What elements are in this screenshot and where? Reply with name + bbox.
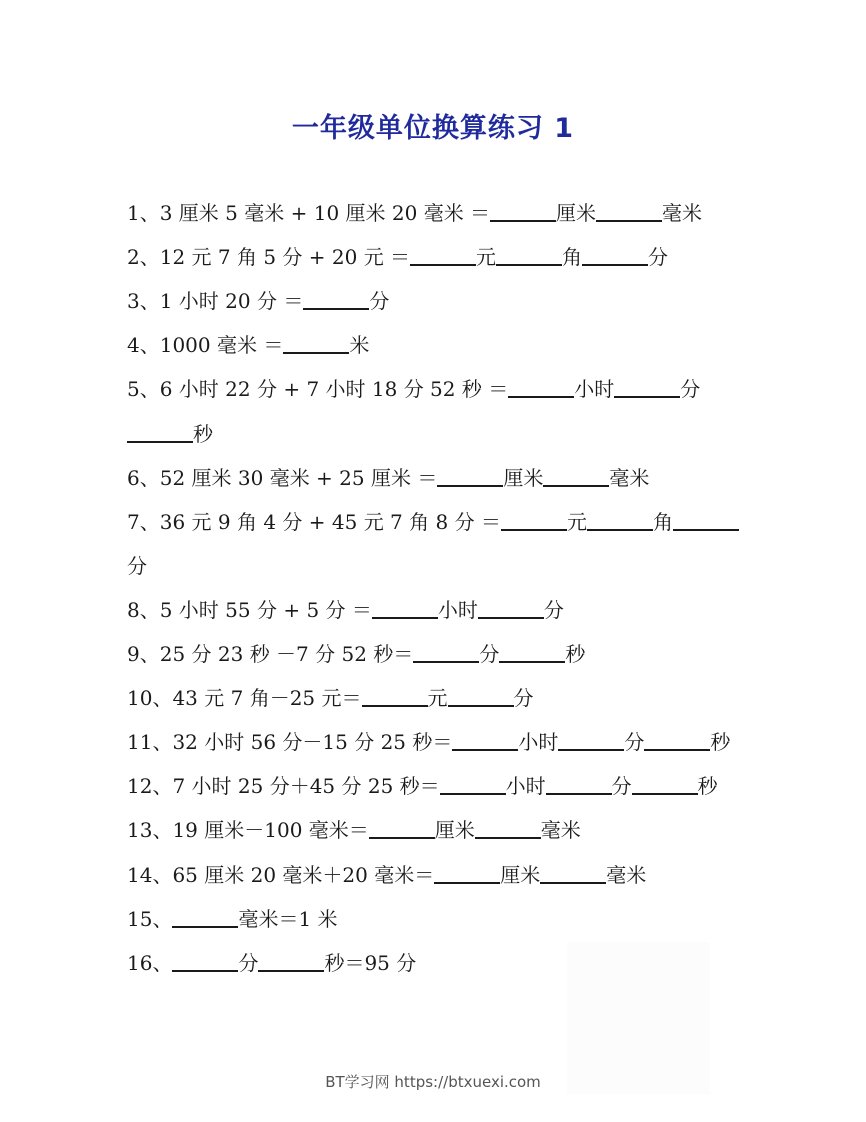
answer-blank[interactable]: [437, 465, 503, 487]
exercise-text: 毫米: [540, 818, 581, 843]
answer-blank[interactable]: [413, 641, 479, 663]
exercise-text: 分: [369, 289, 390, 314]
exercise-text: 6、52 厘米 30 毫米 + 25 厘米 ＝: [127, 465, 438, 490]
answer-blank[interactable]: [632, 773, 698, 795]
answer-blank[interactable]: [558, 729, 624, 751]
exercise-text: 分: [127, 553, 147, 578]
exercise-text: 小时: [518, 730, 559, 755]
exercise-line: [127, 728, 730, 756]
answer-blank[interactable]: [434, 862, 500, 884]
answer-blank[interactable]: [372, 597, 438, 619]
exercise-line: [127, 199, 702, 227]
page-title: 一年级单位换算练习 1: [291, 113, 575, 144]
exercise-line: [127, 375, 700, 403]
footer-watermark: BT学习网 https://btxuexi.com: [325, 1073, 541, 1091]
answer-blank[interactable]: [596, 200, 662, 222]
answer-blank[interactable]: [614, 376, 680, 398]
exercise-line: [127, 905, 338, 933]
exercise-line: [127, 596, 564, 624]
answer-blank[interactable]: [362, 685, 428, 707]
answer-blank[interactable]: [172, 950, 238, 972]
exercise-text: 厘米: [556, 201, 597, 225]
answer-blank[interactable]: [172, 906, 238, 928]
exercise-line: [127, 243, 668, 271]
answer-blank[interactable]: [496, 244, 562, 266]
exercise-text: 分: [513, 686, 534, 711]
exercise-line: [127, 772, 718, 800]
exercise-line: [127, 420, 213, 448]
answer-blank[interactable]: [369, 817, 435, 839]
exercise-text: 3、1 小时 20 分 ＝: [127, 289, 304, 314]
exercise-line: [127, 949, 416, 977]
exercise-text: 厘米: [503, 465, 544, 490]
answer-blank[interactable]: [499, 641, 565, 663]
exercise-text: 12、7 小时 25 分＋45 分 25 秒＝: [127, 774, 440, 799]
exercise-text: 秒: [697, 774, 718, 799]
answer-blank[interactable]: [644, 729, 710, 751]
exercise-text: 元: [476, 245, 497, 270]
exercise-text: 米: [349, 333, 370, 358]
exercise-text: 秒: [193, 421, 213, 446]
exercise-line: [127, 464, 649, 492]
exercise-text: 8、5 小时 55 分 + 5 分 ＝: [127, 597, 372, 622]
exercise-text: 角: [562, 245, 583, 270]
exercise-text: 毫米＝1 米: [238, 906, 338, 931]
exercise-text: 10、43 元 7 角－25 元＝: [127, 686, 362, 711]
answer-blank[interactable]: [501, 509, 567, 531]
exercise-text: 毫米: [609, 465, 650, 490]
exercise-text: 7、36 元 9 角 4 分 + 45 元 7 角 8 分 ＝: [127, 509, 501, 534]
exercise-text: 小时: [437, 597, 478, 622]
answer-blank[interactable]: [410, 244, 476, 266]
answer-blank[interactable]: [127, 421, 193, 443]
exercise-line: [127, 861, 646, 889]
answer-blank[interactable]: [283, 332, 349, 354]
answer-blank[interactable]: [303, 288, 369, 310]
exercise-line: [127, 552, 147, 580]
answer-blank[interactable]: [582, 244, 648, 266]
answer-blank[interactable]: [543, 465, 609, 487]
exercise-text: 15、: [127, 906, 173, 931]
exercise-text: 厘米: [434, 818, 475, 843]
answer-blank[interactable]: [490, 200, 556, 222]
exercise-line: [127, 816, 581, 844]
exercise-text: 11、32 小时 56 分－15 分 25 秒＝: [127, 730, 453, 755]
exercise-text: 9、25 分 23 秒 －7 分 52 秒＝: [127, 642, 414, 666]
exercise-line: [127, 331, 369, 359]
exercise-text: 1、3 厘米 5 毫米 + 10 厘米 20 毫米 ＝: [127, 201, 491, 225]
answer-blank[interactable]: [540, 862, 606, 884]
exercise-text: 秒: [710, 730, 731, 755]
exercise-text: 分: [479, 642, 500, 666]
exercise-text: 2、12 元 7 角 5 分 + 20 元 ＝: [127, 245, 411, 270]
exercise-text: 角: [652, 509, 673, 534]
exercise-text: 元: [566, 509, 587, 534]
answer-blank[interactable]: [478, 597, 544, 619]
exercise-text: 分: [624, 730, 645, 755]
exercise-text: 分: [611, 774, 632, 799]
answer-blank[interactable]: [258, 950, 324, 972]
exercise-line: [127, 684, 534, 712]
exercise-text: 分: [238, 950, 259, 975]
exercise-text: 5、6 小时 22 分 + 7 小时 18 分 52 秒 ＝: [127, 377, 509, 402]
exercise-text: 毫米: [606, 862, 647, 887]
answer-blank[interactable]: [673, 509, 739, 531]
answer-blank[interactable]: [440, 773, 506, 795]
answer-blank[interactable]: [587, 509, 653, 531]
exercise-text: 分: [648, 245, 669, 270]
exercise-text: 毫米: [662, 201, 703, 225]
answer-blank[interactable]: [452, 729, 518, 751]
exercise-text: 厘米: [500, 862, 541, 887]
exercise-text: 元: [427, 686, 448, 711]
answer-blank[interactable]: [475, 817, 541, 839]
exercise-line: [127, 287, 389, 315]
exercise-line: [127, 640, 585, 668]
exercise-text: 16、: [127, 950, 173, 975]
exercise-line: [127, 508, 739, 536]
answer-blank[interactable]: [508, 376, 574, 398]
exercise-text: 秒: [565, 642, 586, 666]
exercise-text: 小时: [505, 774, 546, 799]
exercise-text: 14、65 厘米 20 毫米＋20 毫米＝: [127, 862, 435, 887]
exercise-text: 分: [680, 377, 701, 402]
exercise-text: 小时: [574, 377, 615, 402]
exercise-text: 4、1000 毫米 ＝: [127, 333, 284, 358]
exercise-text: 秒＝95 分: [324, 950, 417, 975]
exercise-text: 分: [543, 597, 564, 622]
answer-blank[interactable]: [448, 685, 514, 707]
answer-blank[interactable]: [546, 773, 612, 795]
exercise-text: 13、19 厘米－100 毫米＝: [127, 818, 369, 843]
